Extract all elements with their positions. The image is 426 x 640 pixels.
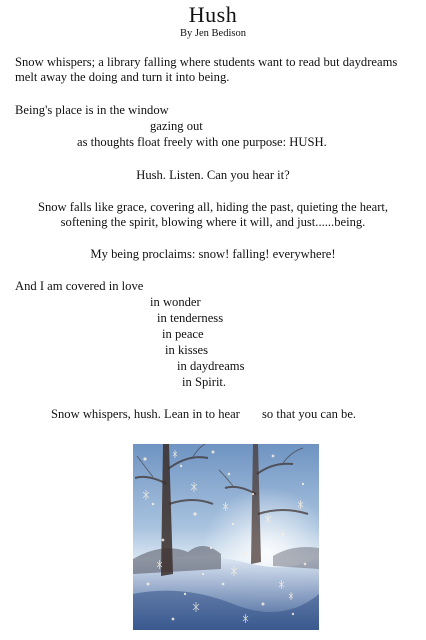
poem-line-11: in wonder — [150, 295, 201, 309]
frosted-window-winter-trees-image — [133, 444, 319, 630]
poem-line-14: in kisses — [165, 343, 209, 357]
poem-line-12: in tenderness — [157, 311, 224, 325]
poem-line-5: as thoughts float freely with one purpose: HUSH. — [77, 135, 327, 149]
poem-line-18: so that you can be. — [262, 407, 357, 421]
poem-line-7: Snow falls like grace, covering all, hiding the past, quieting the heart, — [37, 200, 389, 214]
poem-title: Hush — [188, 2, 238, 27]
poem-line-17: Snow whispers, hush. Lean in to hear — [51, 407, 240, 421]
poem-line-6: Hush. Listen. Can you hear it? — [136, 168, 290, 182]
poem-line-15: in daydreams — [177, 359, 245, 373]
poem-line-4: gazing out — [150, 119, 203, 133]
frosted-window-photo — [133, 444, 319, 630]
poem-line-9: My being proclaims: snow! falling! everywhere! — [90, 247, 336, 261]
poem-line-3: Being's place is in the window — [15, 103, 169, 117]
poem-byline: By Jen Bedison — [180, 28, 246, 39]
poem-line-10: And I am covered in love — [15, 279, 144, 293]
poem-line-1: Snow whispers; a library falling where students want to read but daydreams — [15, 55, 398, 69]
poem-line-13: in peace — [162, 327, 204, 341]
poem-line-16: in Spirit. — [182, 375, 227, 389]
poem-line-2: melt away the doing and turn it into being. — [15, 70, 230, 84]
poem-line-8: softening the spirit, blowing where it will, and just......being. — [60, 215, 366, 229]
